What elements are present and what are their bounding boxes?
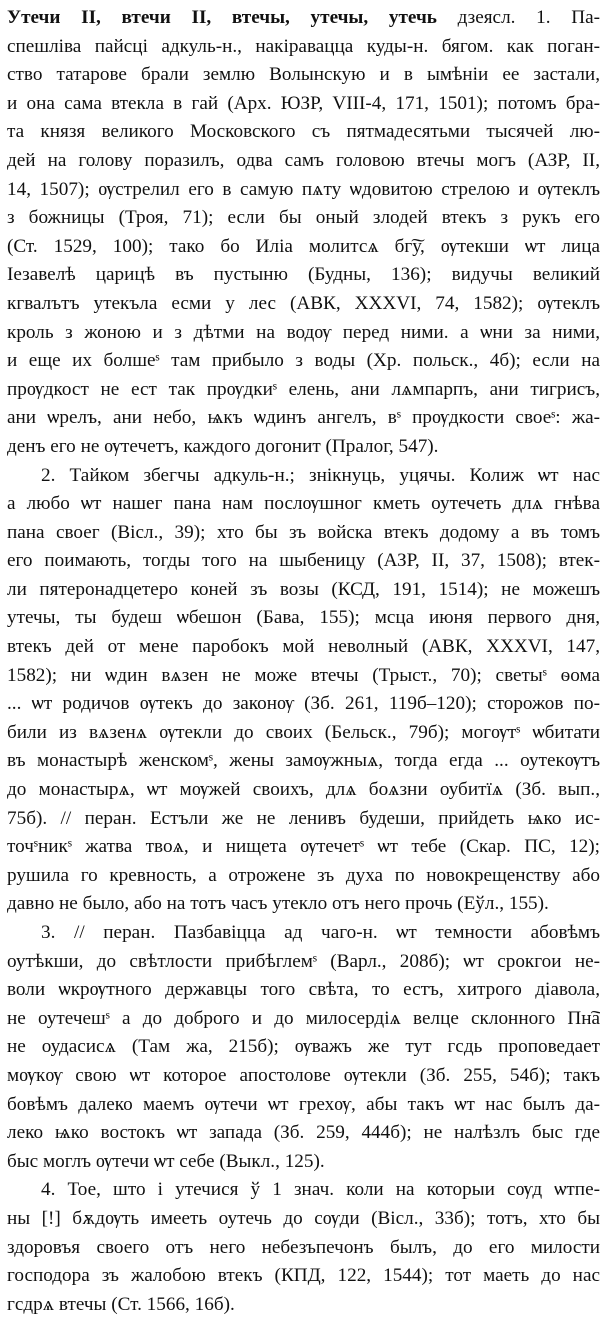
entry-line: 75б). // перан. Естъли же не ленивъ будеши, прийдеть ѩко ис-	[7, 807, 600, 829]
entry-line: 1582); ни ѡдин вѧзен не може втечы (Трыст., 70); светыˢ ѳома	[7, 664, 600, 686]
entry-line: быс моглъ ѹтечи ѡт себе (Выкл., 125).	[7, 1150, 325, 1172]
entry-line: та князя великого Московского съ пятмадесятьми тысячей лю-	[7, 121, 600, 143]
entry-line: не оудасисѧ (Там жа, 215б); ѹважъ же тут гсдь проповедает	[7, 1036, 600, 1058]
entry-line: 4. Тое, што і утечися ў 1 знач. коли на которыи сѹд ѡтпе-	[41, 1179, 600, 1201]
entry-line: Утечи II, втечи II, втечы, утечы, утечь дзеясл. 1. Па-	[7, 7, 600, 28]
entry-line: господора зъ жалобою втекъ (КПД, 122, 1544); тот маеть до нас	[7, 1265, 600, 1287]
entry-line: мѹкѹ свою ѡт которое апостолове ѹтекли (Зб. 255, 54б); такъ	[7, 1064, 600, 1086]
entry-line: 14, 1507); ѹстрелил его в самую пѧту ѡдовитою стрелою и ѹтеклъ	[7, 178, 600, 200]
entry-line: ны [!] бѫдѹть имееть оутечь до сѹди (Вісл., 33б); тотъ, хто бы	[7, 1207, 600, 1229]
entry-line: ани ѡрелъ, ани небо, ѩкъ ѡдинъ ангелъ, вˢ прѹдкости своеˢ: жа-	[7, 407, 600, 429]
entry-line: и она сама втекла в гай (Арх. ЮЗР, VIII-4, 171, 1501); потомъ бра-	[7, 92, 600, 114]
entry-line: утечы, ты будеш ѡбешон (Бава, 155); мсца июня первого дня,	[7, 607, 600, 629]
entry-line: денъ его не ѹтечетъ, каждого догонит (Пралог, 547).	[7, 435, 439, 457]
entry-line: кгвалътъ утекъла есми у лес (АВК, XXXVI, 74, 1582); ѹтеклъ	[7, 292, 600, 314]
entry-line: бовѣмъ далеко маемъ ѹтечи ѡт грехѹ, абы такъ ѡт нас былъ да-	[7, 1093, 600, 1115]
entry-line: его поимають, тогды того на шыбеницу (АЗР, II, 37, 1508); втек-	[7, 550, 600, 572]
entry-line: били из вѧзенѧ ѹтекли до своих (Бельск., 79б); могѹтˢ ѡбитати	[7, 721, 600, 743]
entry-line: (Ст. 1529, 100); тако бо Иліа молитсѧ бг͠у, ѹтекши ѡт лица	[7, 235, 600, 257]
entry-line: 3. // перан. Пазбавіцца ад чаго-н. ѡт темности абовѣмъ	[41, 922, 600, 943]
entry-line: а любо ѡт нашег пана нам послѹшног кметь оутечеть длѧ гнѣва	[7, 493, 600, 515]
entry-line: леко ѩко востокъ ѡт запада (Зб. 259, 444б); не налѣзлъ быс где	[7, 1122, 600, 1144]
entry-line: рушила го кревность, а отрожене зъ духа по новокрещенству або	[7, 864, 600, 886]
entry-line: до монастырѧ, ѡт мѹжей своихъ, длѧ боѧзни оубитїѧ (Зб. вып.,	[7, 779, 600, 801]
entry-text	[7, 4, 600, 1319]
entry-line: ... ѡт родичов ѹтекъ до законѹ (Зб. 261, 119б–120); сторожов по-	[7, 693, 600, 715]
entry-line: спешліва пайсці адкуль-н., накіравацца куды-н. бягом. как поган-	[7, 35, 600, 57]
entry-line: гсдрѧ втечы (Ст. 1566, 16б).	[7, 1293, 235, 1315]
entry-line: втекъ дей от мене паробокъ мой неволный (АВК, XXXVI, 147,	[7, 636, 600, 658]
entry-line: воли ѡкрѹтного державцы того свѣта, то естъ, хитрого діавола,	[7, 979, 600, 1001]
entry-line: прѹдкост не ест так прѹдкиˢ елень, ани лѧмпарпъ, ани тигрисъ,	[7, 378, 600, 400]
entry-line: ли пятеронадцетеро коней зъ возы (КСД, 191, 1514); не можешъ	[7, 578, 600, 600]
entry-line: дей на голову поразилъ, одва самъ головою втечы могъ (АЗР, II,	[7, 149, 600, 171]
entry-line: точˢникˢ жатва твоѧ, и нищета ѹтечетˢ ѡт тебе (Скар. ПС, 12);	[7, 836, 600, 858]
entry-line: здоровъя своего отъ него небезъпечонъ былъ, до его милости	[7, 1236, 600, 1258]
entry-line: з божницы (Троя, 71); если бы оный злодей втекъ з рукъ его	[7, 207, 600, 229]
entry-line: 2. Тайком збегчы адкуль-н.; знікнуць, уцячы. Колиж ѡт нас	[41, 464, 600, 486]
entry-line: оутѣкши, до свѣтлости прибѣглемˢ (Варл., 208б); ѡт срокгои не-	[7, 950, 600, 972]
entry-line: и еще их болшеˢ там прибыло з воды (Хр. польск., 4б); если на	[7, 350, 600, 372]
entry-line: Іезавелѣ царицѣ въ пустыню (Будны, 136); видучы великий	[7, 264, 600, 286]
entry-line: въ монастырѣ женскомˢ, жены замѹжныѧ, тогда егда ... оутекѹтъ	[7, 750, 600, 772]
entry-line: не оутечешˢ а до доброго и до милосердіѧ велце склонного Пн͠а	[7, 1007, 600, 1029]
entry-line: кроль з жоною и з дѣтми на водѹ перед ними. а ѡни за ними,	[7, 321, 600, 343]
entry-line: пана своег (Вісл., 39); хто бы зъ войска втекъ додому а въ томъ	[7, 521, 600, 543]
entry-line: давно не было, або на тотъ часъ утекло отъ него прочь (Еўл., 155).	[7, 893, 549, 915]
entry-line: ство татарове брали землю Волынскую и в ымѣнiи ее застали,	[7, 64, 600, 86]
headword: Утечи II, втечи II, втечы, утечы, утечь	[7, 7, 437, 28]
